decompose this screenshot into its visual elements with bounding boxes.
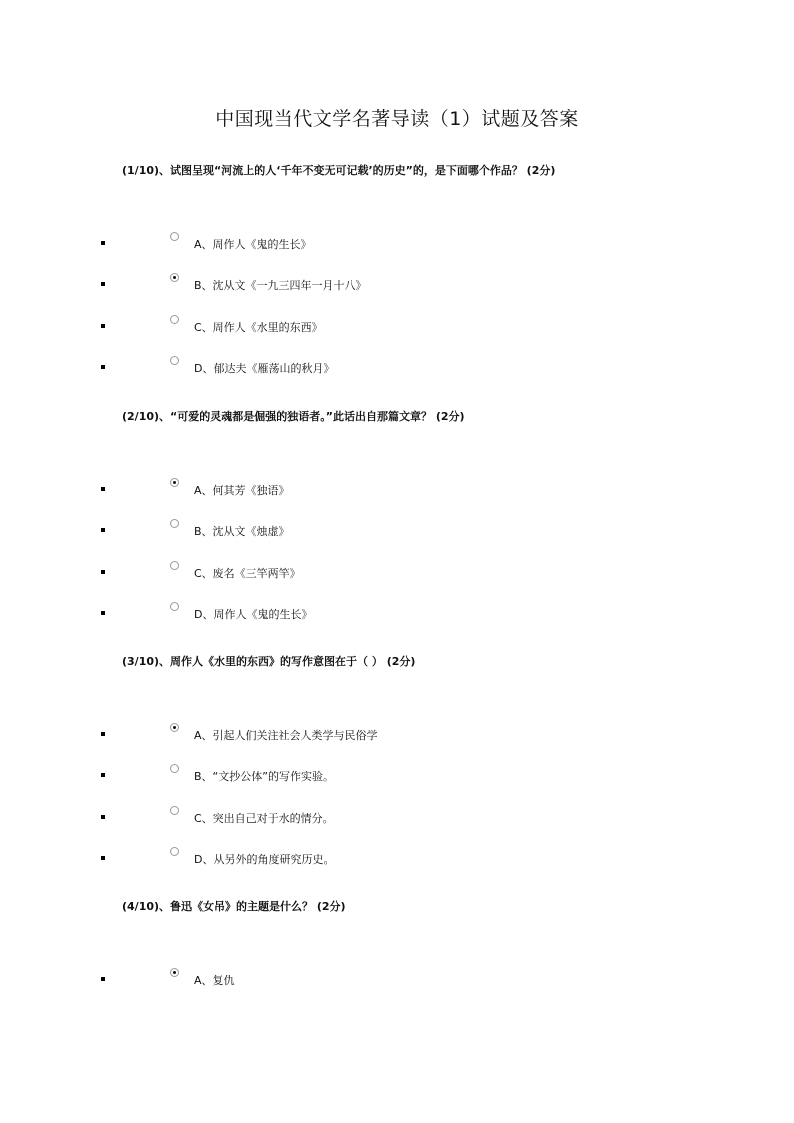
question-3-option-b[interactable] bbox=[0, 764, 794, 784]
question-3-option-a[interactable] bbox=[0, 723, 794, 743]
question-2-option-d[interactable] bbox=[0, 602, 794, 622]
option-label: A、周作人《鬼的生长》 bbox=[194, 238, 312, 251]
radio-button-unchecked[interactable] bbox=[170, 602, 179, 611]
question-4-text: (4/10)、鲁迅《女吊》的主题是什么？ (2分) bbox=[122, 900, 346, 913]
radio-button-unchecked[interactable] bbox=[170, 806, 179, 815]
option-label: B、“文抄公体”的写作实验。 bbox=[194, 770, 334, 783]
question-1-option-d[interactable] bbox=[0, 356, 794, 376]
question-1-text: (1/10)、试图呈现“河流上的人‘千年不变无可记载’的历史”的，是下面哪个作品？ (2分) bbox=[122, 164, 556, 177]
radio-button-unchecked[interactable] bbox=[170, 315, 179, 324]
option-label: B、沈从文《烛虚》 bbox=[194, 525, 290, 538]
radio-button-unchecked[interactable] bbox=[170, 847, 179, 856]
bullet-icon bbox=[101, 365, 105, 369]
page-title: 中国现当代文学名著导读（1）试题及答案 bbox=[215, 108, 579, 130]
option-label: C、废名《三竿两竿》 bbox=[194, 567, 301, 580]
bullet-icon bbox=[101, 977, 105, 981]
radio-button-checked[interactable] bbox=[170, 273, 179, 282]
radio-button-checked[interactable] bbox=[170, 478, 179, 487]
radio-button-checked[interactable] bbox=[170, 968, 179, 977]
radio-button-checked[interactable] bbox=[170, 723, 179, 732]
radio-button-unchecked[interactable] bbox=[170, 232, 179, 241]
bullet-icon bbox=[101, 856, 105, 860]
option-label: A、引起人们关注社会人类学与民俗学 bbox=[194, 729, 378, 742]
bullet-icon bbox=[101, 732, 105, 736]
bullet-icon bbox=[101, 528, 105, 532]
option-label: C、突出自己对于水的情分。 bbox=[194, 812, 334, 825]
option-label: B、沈从文《一九三四年一月十八》 bbox=[194, 279, 367, 292]
question-3-option-c[interactable] bbox=[0, 806, 794, 826]
bullet-icon bbox=[101, 487, 105, 491]
bullet-icon bbox=[101, 611, 105, 615]
bullet-icon bbox=[101, 324, 105, 328]
bullet-icon bbox=[101, 815, 105, 819]
radio-button-unchecked[interactable] bbox=[170, 764, 179, 773]
radio-button-unchecked[interactable] bbox=[170, 519, 179, 528]
bullet-icon bbox=[101, 282, 105, 286]
question-3-option-d[interactable] bbox=[0, 847, 794, 867]
question-2-text: (2/10)、“可爱的灵魂都是倔强的独语者。”此话出自那篇文章？ (2分) bbox=[122, 410, 465, 423]
option-label: D、郁达夫《雁荡山的秋月》 bbox=[194, 362, 335, 375]
question-1-option-c[interactable] bbox=[0, 315, 794, 335]
option-label: D、从另外的角度研究历史。 bbox=[194, 853, 335, 866]
question-4-option-a[interactable] bbox=[0, 968, 794, 988]
bullet-icon bbox=[101, 241, 105, 245]
question-3-text: (3/10)、周作人《水里的东西》的写作意图在于（ ） (2分) bbox=[122, 655, 416, 668]
option-label: D、周作人《鬼的生长》 bbox=[194, 608, 313, 621]
question-2-option-a[interactable] bbox=[0, 478, 794, 498]
bullet-icon bbox=[101, 570, 105, 574]
question-1-option-b[interactable] bbox=[0, 273, 794, 293]
radio-button-unchecked[interactable] bbox=[170, 356, 179, 365]
option-label: A、何其芳《独语》 bbox=[194, 484, 290, 497]
radio-button-unchecked[interactable] bbox=[170, 561, 179, 570]
bullet-icon bbox=[101, 773, 105, 777]
question-2-option-b[interactable] bbox=[0, 519, 794, 539]
question-2-option-c[interactable] bbox=[0, 561, 794, 581]
option-label: C、周作人《水里的东西》 bbox=[194, 321, 323, 334]
question-1-option-a[interactable] bbox=[0, 232, 794, 252]
option-label: A、复仇 bbox=[194, 974, 235, 987]
